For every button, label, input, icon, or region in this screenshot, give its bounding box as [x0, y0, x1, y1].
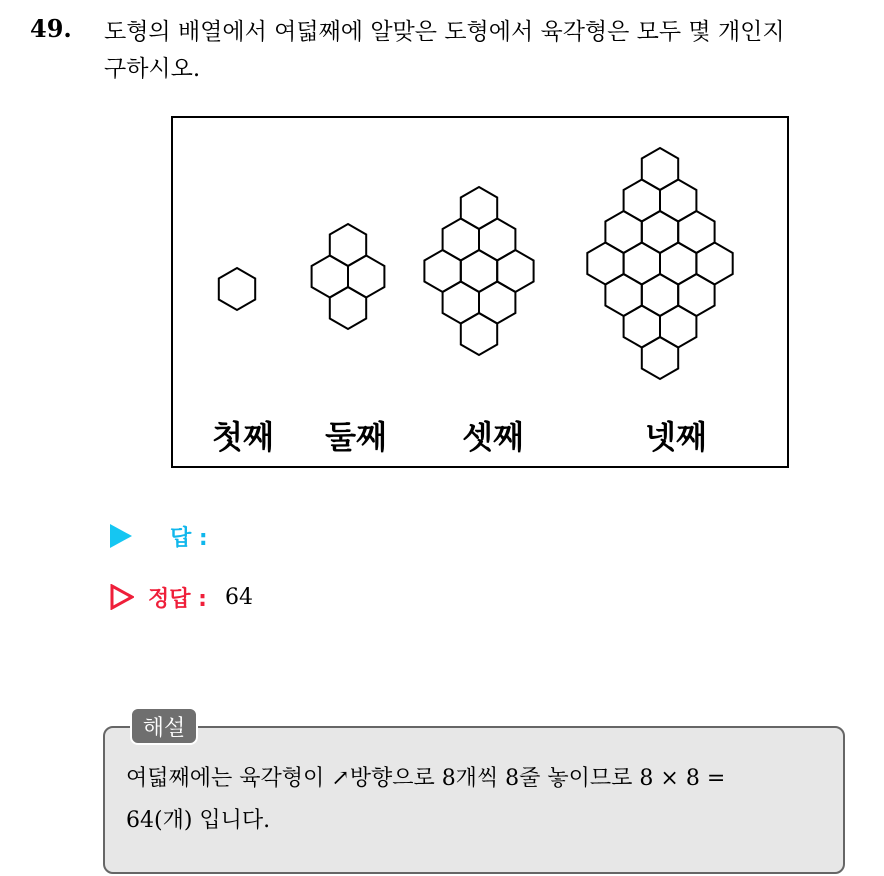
- solution-line2: 64(개) 입니다.: [126, 808, 271, 833]
- answer-row: [110, 520, 208, 552]
- answer-label: 답 :: [170, 525, 208, 551]
- solution-text: [126, 758, 826, 842]
- correct-answer-label: 정답 :: [148, 586, 207, 612]
- pattern-label-2: 둘째: [325, 418, 387, 456]
- hexagon-icon: [219, 268, 255, 310]
- question-text-line1: 도형의 배열에서 여덟째에 알맞은 도형에서 육각형은 모두 몇 개인지: [104, 19, 785, 45]
- solution-line1: 여덟째에는 육각형이 ↗방향으로 8개씩 8줄 놓이므로 8 × 8 =: [126, 766, 726, 791]
- hexagon-pattern-figure: [171, 116, 789, 468]
- triangle-outline-icon: [110, 584, 134, 610]
- question-number: 49.: [30, 14, 72, 43]
- hexagon-pattern-4: [587, 148, 732, 379]
- solution-tag: 해설: [130, 707, 198, 745]
- pattern-label-3: 셋째: [462, 418, 524, 456]
- correct-answer-value: 64: [224, 584, 253, 610]
- triangle-filled-icon: [110, 524, 132, 548]
- hexagon-icon: [461, 313, 497, 355]
- hexagon-icon: [330, 287, 366, 329]
- hexagon-pattern-3: [424, 187, 533, 355]
- hexagon-pattern-canvas: [173, 118, 787, 466]
- hexagon-icon: [642, 337, 678, 379]
- pattern-label-1: 첫째: [212, 418, 274, 456]
- hexagon-pattern-2: [312, 224, 385, 329]
- pattern-label-4: 넷째: [645, 418, 707, 456]
- correct-answer-row: [110, 580, 253, 614]
- question-text: [104, 14, 874, 88]
- hexagon-pattern-1: [219, 268, 255, 310]
- question-text-line2: 구하시오.: [104, 56, 201, 82]
